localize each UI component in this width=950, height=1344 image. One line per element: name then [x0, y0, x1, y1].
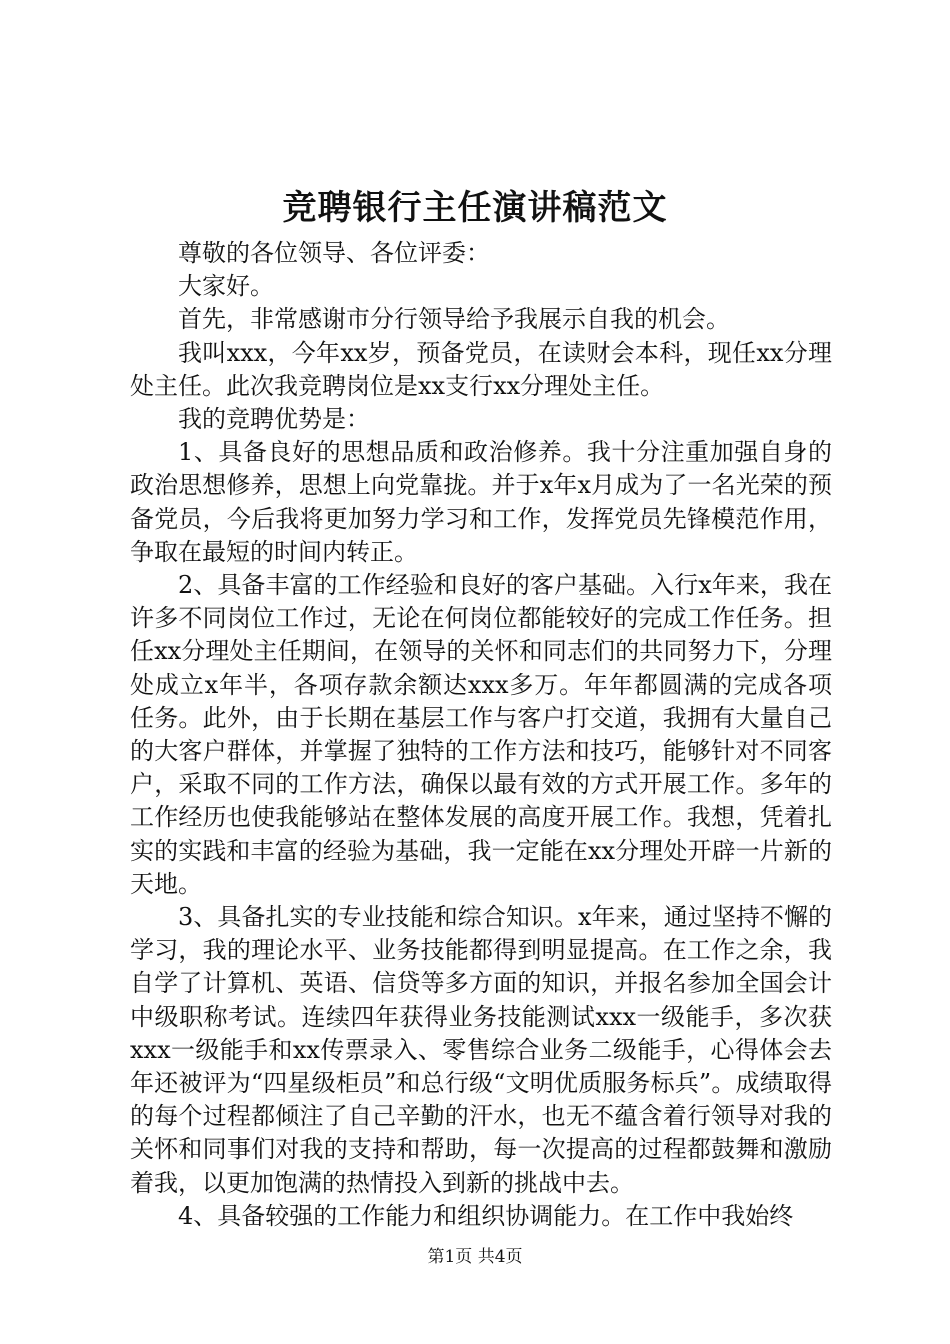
page-footer: 第1页 共4页: [427, 1247, 523, 1267]
paragraph-advantage-2: 2、具备丰富的工作经验和良好的客户基础。入行x年来，我在许多不同岗位工作过，无论在何岗位都能较好的完成工作任务。担任xx分理处主任期间，在领导的关怀和同志们的共同努力下，分理处成立x年半，各项存款余额达xxx多万。年年都圆满的完成各项任务。此外，由于长期在基层工作与客户打交道，我拥有大量自己的大客户群体，并掌握了独特的工作方法和技巧，能够针对不同客户，采取不同的工作方法，确保以最有效的方式开展工作。多年的工作经历也使我能够站在整体发展的高度开展工作。我想，凭着扎实的实践和丰富的经验为基础，我一定能在xx分理处开辟一片新的天地。: [130, 571, 832, 898]
paragraph-thanks: 首先，非常感谢市分行领导给予我展示自我的机会。: [178, 305, 730, 334]
paragraph-advantages-heading: 我的竞聘优势是：: [178, 405, 370, 434]
paragraph-advantage-3: 3、具备扎实的专业技能和综合知识。x年来，通过坚持不懈的学习，我的理论水平、业务技能都得到明显提高。在工作之余，我自学了计算机、英语、信贷等多方面的知识，并报名参加全国会计中级职称考试。连续四年获得业务技能测试xxx一级能手，多次获xxx一级能手和xx传票录入、零售综合业务二级能手，心得体会去年还被评为“四星级柜员”和总行级“文明优质服务标兵”。成绩取得的每个过程都倾注了自己辛勤的汗水，也无不蕴含着行领导对我的关怀和同事们对我的支持和帮助，每一次提高的过程都鼓舞和激励着我，以更加饱满的热情投入到新的挑战中去。: [130, 903, 832, 1197]
paragraph-greeting: 大家好。: [178, 272, 274, 301]
paragraph-salutation: 尊敬的各位领导、各位评委：: [178, 239, 490, 267]
document-body: [130, 237, 832, 1233]
document-title: 竞聘银行主任演讲稿范文: [282, 188, 668, 228]
paragraph-advantage-1: 1、具备良好的思想品质和政治修养。我十分注重加强自身的政治思想修养，思想上向党靠拢。并于x年x月成为了一名光荣的预备党员，今后我将更加努力学习和工作，发挥党员先锋模范作用，争取在最短的时间内转正。: [130, 438, 832, 566]
paragraph-advantage-4: 4、具备较强的工作能力和组织协调能力。在工作中我始终: [178, 1201, 794, 1230]
paragraph-introduction: 我叫xxx，今年xx岁，预备党员，在读财会本科，现任xx分理处主任。此次我竞聘岗位是xx支行xx分理处主任。: [130, 338, 832, 400]
